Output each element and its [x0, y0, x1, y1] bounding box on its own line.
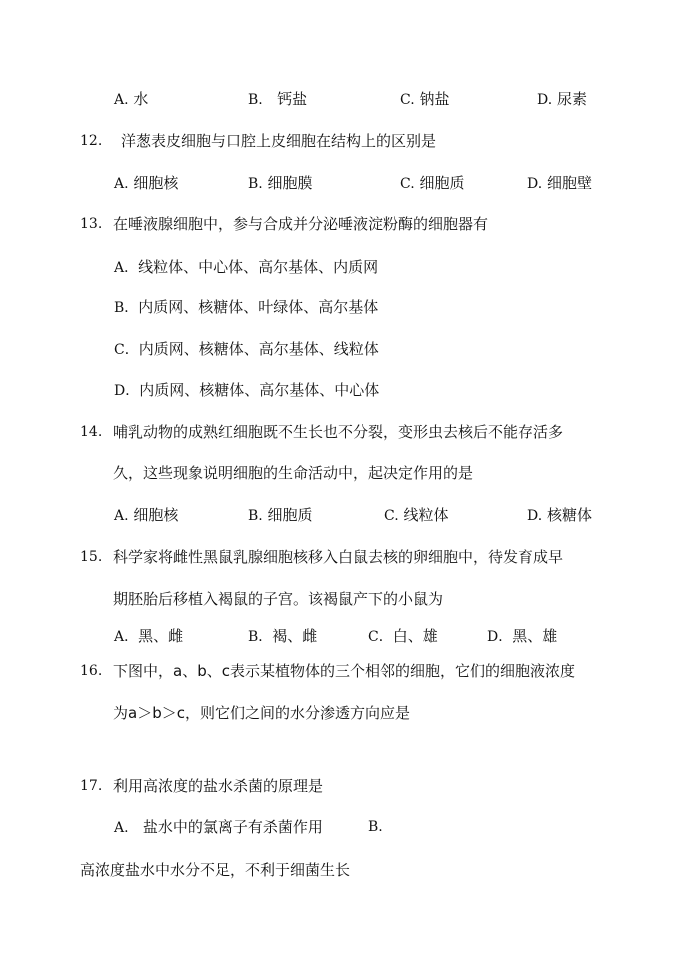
- q15-stem-line1: 科学家将雌性黑鼠乳腺细胞核移入白鼠去核的卵细胞中，待发育成早: [113, 548, 564, 566]
- q13-option-c: C．内质网、核糖体、高尔基体、线粒体: [114, 340, 379, 358]
- q13-option-a: A．线粒体、中心体、高尔基体、内质网: [114, 258, 379, 276]
- q13-number: 13.: [80, 216, 103, 232]
- q12-option-b: B. 细胞膜: [248, 174, 313, 192]
- q17-stem: 利用高浓度的盐水杀菌的原理是: [113, 777, 324, 795]
- q14-option-d: D. 核糖体: [527, 506, 592, 524]
- q14-option-b: B. 细胞质: [248, 506, 313, 524]
- q13-option-b: B．内质网、核糖体、叶绿体、高尔基体: [114, 298, 379, 316]
- q12-stem: 洋葱表皮细胞与口腔上皮细胞在结构上的区别是: [121, 132, 437, 150]
- q15-stem-line2: 期胚胎后移植入褐鼠的子宫。该褐鼠产下的小鼠为: [113, 590, 444, 608]
- q11-option-d: D. 尿素: [537, 90, 587, 108]
- q15-number: 15.: [80, 549, 103, 565]
- q12-option-d: D. 细胞壁: [527, 174, 592, 192]
- q17-option-a: A. 盐水中的氯离子有杀菌作用: [114, 818, 323, 836]
- q17-option-b-text: 高浓度盐水中水分不足，不利于细菌生长: [80, 861, 351, 879]
- q16-stem-line2: 为a＞b＞c，则它们之间的水分渗透方向应是: [113, 704, 410, 722]
- q14-option-c: C. 线粒体: [384, 506, 449, 524]
- q13-option-d: D．内质网、核糖体、高尔基体、中心体: [114, 381, 380, 399]
- q13-stem: 在唾液腺细胞中，参与合成并分泌唾液淀粉酶的细胞器有: [113, 215, 489, 233]
- q17-option-b-letter: B.: [368, 819, 383, 835]
- q15-option-d: D．黑、雄: [487, 627, 558, 645]
- q15-option-c: C．白、雄: [368, 627, 438, 645]
- q11-option-b: B. 钙盐: [248, 90, 308, 108]
- q12-number: 12.: [80, 133, 103, 149]
- q15-option-b: B．褐、雌: [248, 627, 318, 645]
- q14-number: 14.: [80, 424, 103, 440]
- q11-option-c: C. 钠盐: [400, 90, 450, 108]
- q15-option-a: A．黑、雌: [114, 627, 184, 645]
- q12-option-c: C. 细胞质: [400, 174, 465, 192]
- q12-option-a: A. 细胞核: [114, 174, 179, 192]
- q17-number: 17.: [80, 778, 103, 794]
- q16-stem-line1: 下图中，a、b、c表示某植物体的三个相邻的细胞，它们的细胞液浓度: [113, 662, 575, 680]
- q14-option-a: A. 细胞核: [114, 506, 179, 524]
- q11-option-a: A. 水: [114, 90, 149, 108]
- q14-stem-line1: 哺乳动物的成熟红细胞既不生长也不分裂，变形虫去核后不能存活多: [113, 423, 564, 441]
- q14-stem-line2: 久，这些现象说明细胞的生命活动中，起决定作用的是: [113, 464, 474, 482]
- q16-number: 16.: [80, 663, 103, 679]
